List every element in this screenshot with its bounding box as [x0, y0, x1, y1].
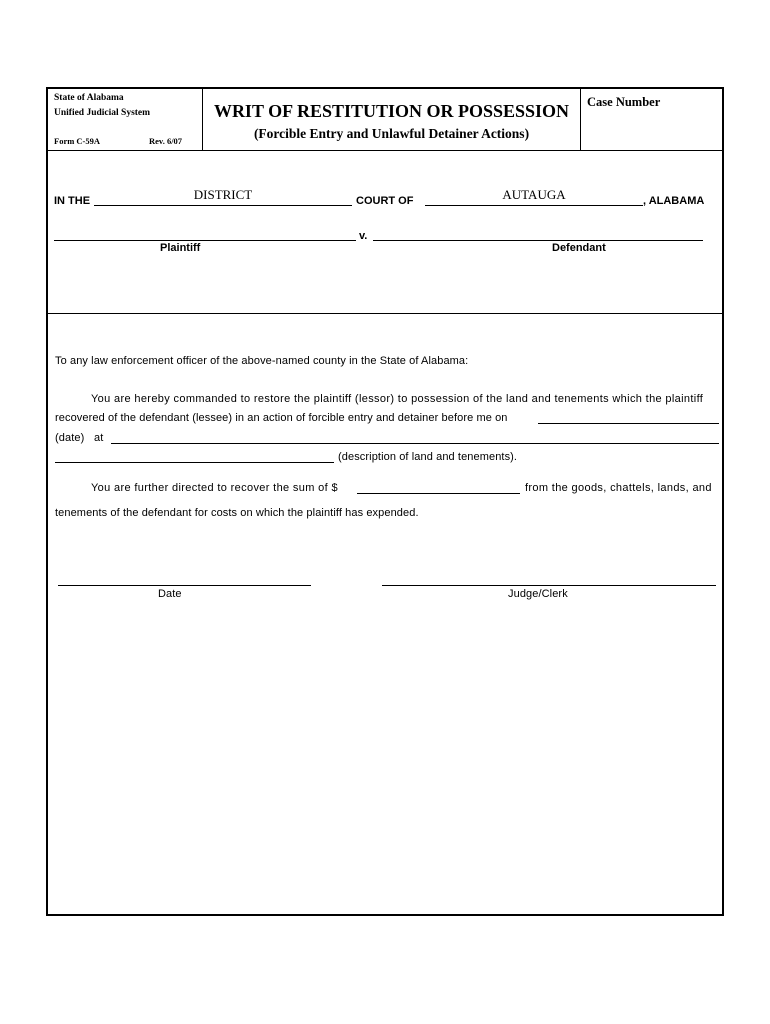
- county-value: AUTAUGA: [502, 187, 566, 202]
- in-the-label: IN THE: [54, 195, 91, 207]
- judge-clerk-label: Judge/Clerk: [508, 588, 568, 600]
- form-number: Form C-59A: [54, 136, 101, 146]
- description-field[interactable]: [55, 462, 334, 463]
- judgment-date-field[interactable]: [538, 423, 719, 424]
- costs-line-1a: You are further directed to recover the sum of $: [91, 482, 338, 494]
- versus-label: v.: [359, 230, 368, 242]
- county-field[interactable]: [425, 205, 643, 206]
- defendant-field[interactable]: [373, 240, 703, 241]
- form-subtitle: (Forcible Entry and Unlawful Detainer Actions): [253, 126, 530, 141]
- system-label: Unified Judicial System: [54, 108, 151, 118]
- signature-date-field[interactable]: [58, 585, 311, 586]
- plaintiff-field[interactable]: [54, 240, 356, 241]
- location-field[interactable]: [111, 443, 719, 444]
- defendant-label: Defendant: [552, 242, 606, 254]
- caption-divider: [48, 313, 722, 314]
- header-divider: [48, 150, 722, 151]
- header-title-block: [203, 89, 581, 150]
- costs-amount-field[interactable]: [357, 493, 520, 494]
- writ-form: [46, 87, 724, 916]
- court-type-field[interactable]: [94, 205, 352, 206]
- description-label: (description of land and tenements).: [338, 451, 518, 463]
- case-number-label: Case Number: [587, 95, 661, 109]
- command-line-2: recovered of the defendant (lessee) in an action of forcible entry and detainer before me on: [55, 412, 508, 424]
- costs-line-2: tenements of the defendant for costs on which the plaintiff has expended.: [55, 507, 419, 519]
- judge-signature-field[interactable]: [382, 585, 716, 586]
- command-line-1: You are hereby commanded to restore the plaintiff (lessor) to possession of the land and tenements which the plaintiff: [91, 393, 704, 405]
- at-label: at: [94, 432, 104, 444]
- costs-line-1b: from the goods, chattels, lands, and: [525, 482, 712, 494]
- court-of-label: COURT OF: [356, 195, 414, 207]
- state-label: State of Alabama: [54, 93, 124, 103]
- revision-date: Rev. 6/07: [149, 136, 183, 146]
- alabama-label: , ALABAMA: [643, 195, 705, 207]
- signature-date-label: Date: [158, 588, 182, 600]
- date-label: (date): [55, 432, 85, 444]
- court-type-value: DISTRICT: [193, 187, 253, 202]
- plaintiff-label: Plaintiff: [160, 242, 201, 254]
- salutation: To any law enforcement officer of the above-named county in the State of Alabama:: [55, 355, 469, 367]
- case-number-box[interactable]: [581, 89, 722, 150]
- header-agency-block: [48, 89, 203, 150]
- form-title: WRIT OF RESTITUTION OR POSSESSION: [213, 101, 570, 121]
